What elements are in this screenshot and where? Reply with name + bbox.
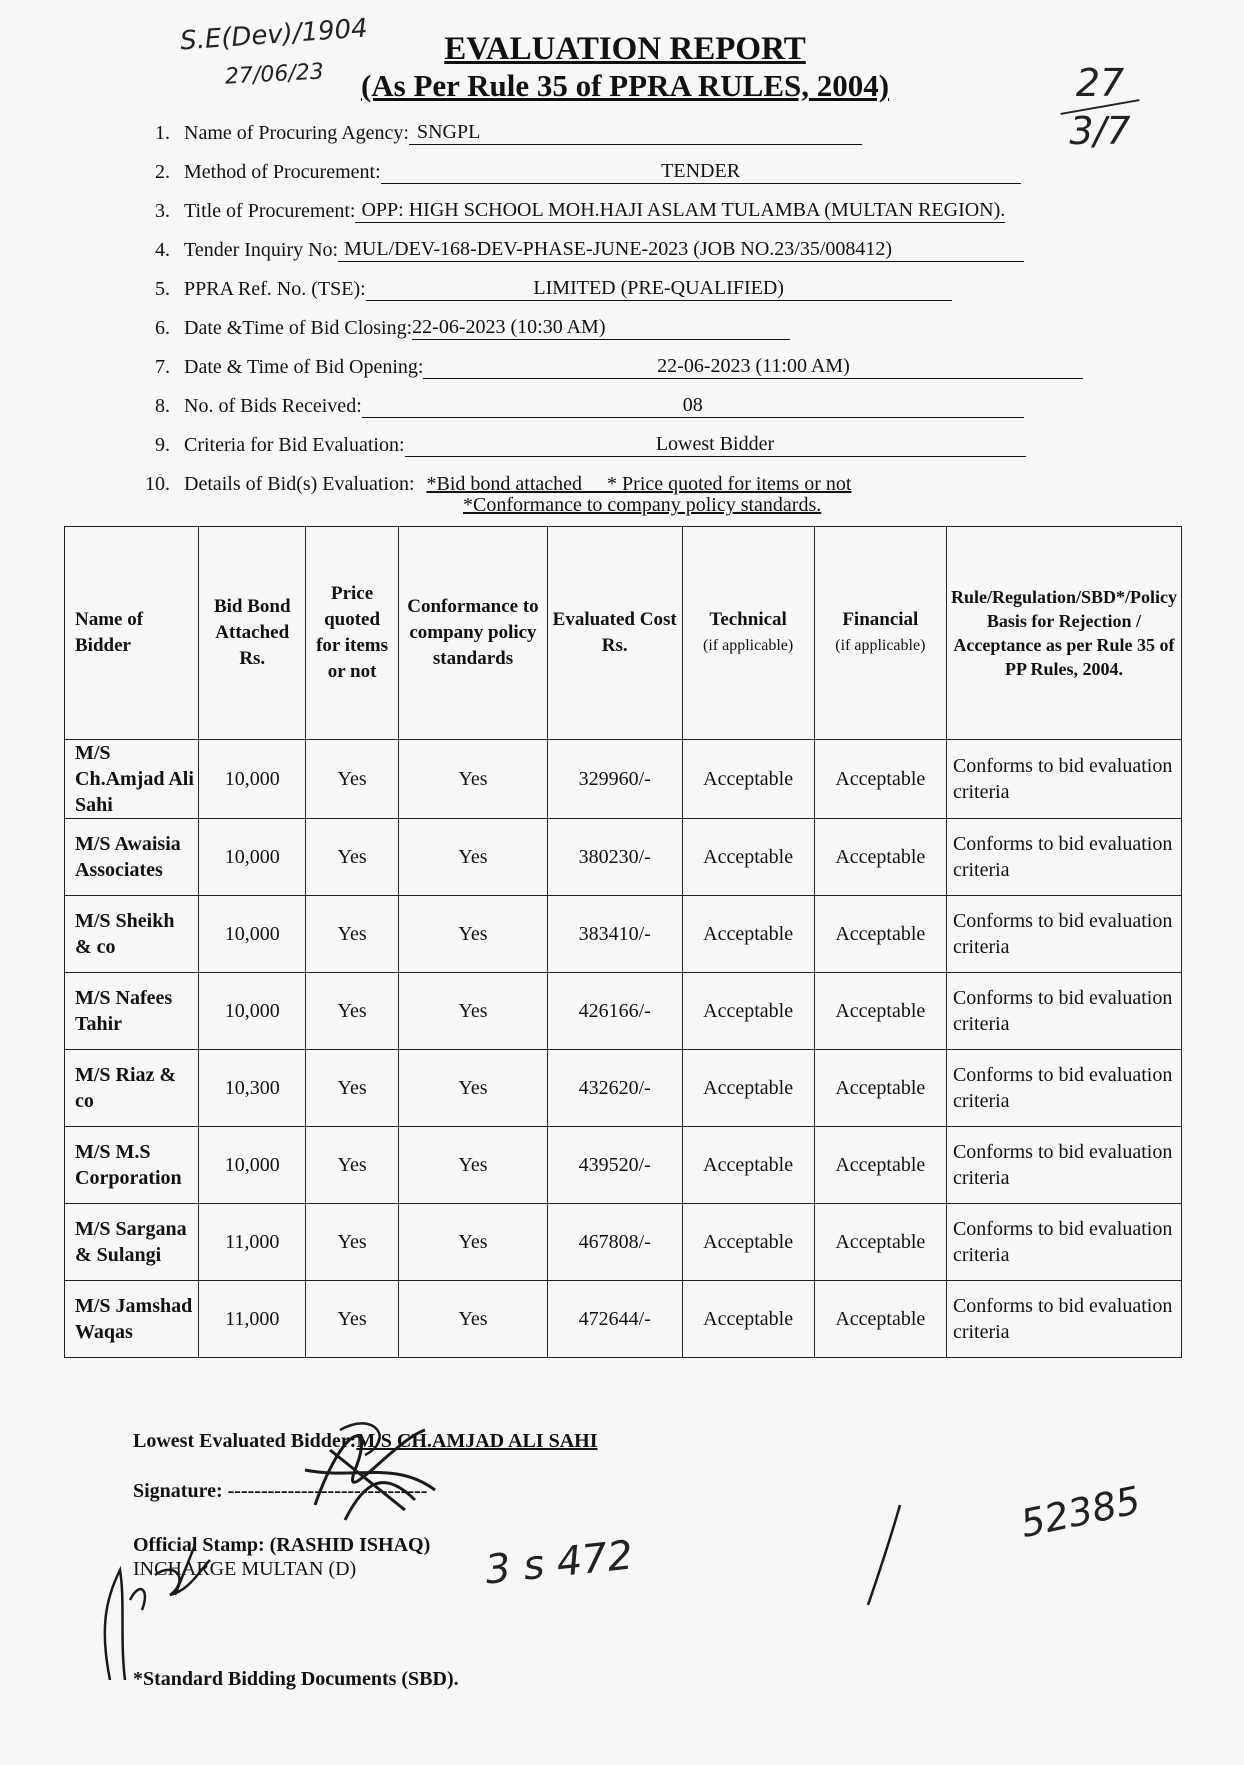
cell-financial: Acceptable <box>814 896 946 973</box>
cell-technical: Acceptable <box>682 1050 814 1127</box>
financial-label: Financial <box>842 609 919 630</box>
cell-rule: Conforms to bid evaluation criteria <box>946 1204 1181 1281</box>
field-bids-received <box>132 379 1162 418</box>
cell-name: M/S Riaz & co <box>65 1050 199 1127</box>
cell-rule: Conforms to bid evaluation criteria <box>946 896 1181 973</box>
cell-cost: 439520/- <box>547 1127 682 1204</box>
field-label: Date & Time of Bid Opening: <box>184 356 424 378</box>
field-value: *Bid bond attached * Price quoted for items or not <box>426 473 852 495</box>
handwritten-bottom-right: 52385 <box>1016 1477 1145 1547</box>
field-number: 5. <box>155 278 170 300</box>
col-header-financial <box>814 527 946 740</box>
col-header-rule: Rule/Regulation/SBD*/Policy Basis for Rejection / Acceptance as per Rule 35 of PP Rules, 2004. <box>946 527 1181 740</box>
table-header-row <box>65 527 1182 740</box>
col-header-cost: Evaluated Cost Rs. <box>547 527 682 740</box>
cell-cost: 467808/- <box>547 1204 682 1281</box>
field-number: 2. <box>155 161 170 183</box>
handwritten-date: 27/06/23 <box>224 59 325 90</box>
bid-evaluation-table <box>64 526 1182 1358</box>
field-criteria <box>132 418 1162 457</box>
cell-name: M/S Jamshad Waqas <box>65 1281 199 1358</box>
field-label: Criteria for Bid Evaluation: <box>184 434 405 456</box>
cell-financial: Acceptable <box>814 819 946 896</box>
cell-bond: 11,000 <box>199 1281 306 1358</box>
field-label: Tender Inquiry No: <box>184 239 339 261</box>
field-value: 22-06-2023 (11:00 AM) <box>423 355 1083 379</box>
cell-bond: 10,000 <box>199 1127 306 1204</box>
field-value: OPP: HIGH SCHOOL MOH.HAJI ASLAM TULAMBA (MULTAN REGION). <box>355 199 1005 223</box>
cell-price: Yes <box>306 1281 399 1358</box>
cell-financial: Acceptable <box>814 1050 946 1127</box>
field-label: Name of Procuring Agency: <box>184 122 409 144</box>
cell-name: M/S Sargana & Sulangi <box>65 1204 199 1281</box>
cell-name: M/S Sheikh & co <box>65 896 199 973</box>
sbd-footnote: *Standard Bidding Documents (SBD). <box>133 1668 459 1690</box>
cell-bond: 10,000 <box>199 819 306 896</box>
cell-bond: 10,300 <box>199 1050 306 1127</box>
table-row <box>65 1127 1182 1204</box>
signature-scribble <box>285 1410 455 1530</box>
field-agency <box>132 106 1162 145</box>
cell-bond: 10,000 <box>199 896 306 973</box>
cell-conformance: Yes <box>399 819 548 896</box>
cell-conformance: Yes <box>399 973 548 1050</box>
field-bid-closing <box>132 301 1162 340</box>
cell-financial: Acceptable <box>814 1281 946 1358</box>
cell-name: M/S Ch.Amjad Ali Sahi <box>65 740 199 819</box>
cell-technical: Acceptable <box>682 740 814 819</box>
field-number: 6. <box>155 317 170 339</box>
table-row <box>65 740 1182 819</box>
cell-rule: Conforms to bid evaluation criteria <box>946 819 1181 896</box>
cell-name: M/S Awaisia Associates <box>65 819 199 896</box>
table-row <box>65 1281 1182 1358</box>
field-label: PPRA Ref. No. (TSE): <box>184 278 366 300</box>
field-value: 08 <box>362 394 1024 418</box>
cell-price: Yes <box>306 1204 399 1281</box>
field-method <box>132 145 1162 184</box>
fraction-top: 27 <box>1075 61 1125 105</box>
field-number: 9. <box>155 434 170 456</box>
col-header-price: Price quoted for items or not <box>306 527 399 740</box>
cell-price: Yes <box>306 973 399 1050</box>
cell-cost: 383410/- <box>547 896 682 973</box>
col-header-technical <box>682 527 814 740</box>
lowest-bidder-label: Lowest Evaluated Bidder: <box>133 1430 357 1452</box>
field-number: 7. <box>155 356 170 378</box>
cell-rule: Conforms to bid evaluation criteria <box>946 973 1181 1050</box>
cell-bond: 10,000 <box>199 973 306 1050</box>
cell-conformance: Yes <box>399 1050 548 1127</box>
cell-price: Yes <box>306 819 399 896</box>
field-value: LIMITED (PRE-QUALIFIED) <box>366 277 952 301</box>
report-title <box>330 30 920 104</box>
cell-price: Yes <box>306 1127 399 1204</box>
handwritten-bottom-note: 3 s 472 <box>483 1532 636 1594</box>
cell-conformance: Yes <box>399 1204 548 1281</box>
cell-technical: Acceptable <box>682 1127 814 1204</box>
cell-conformance: Yes <box>399 896 548 973</box>
field-number: 3. <box>155 200 170 222</box>
cell-technical: Acceptable <box>682 1204 814 1281</box>
handwritten-stroke <box>860 1500 910 1610</box>
field-value: 22-06-2023 (10:30 AM) <box>412 316 790 340</box>
field-details <box>132 457 1162 496</box>
cell-rule: Conforms to bid evaluation criteria <box>946 1127 1181 1204</box>
cell-name: M/S M.S Corporation <box>65 1127 199 1204</box>
cell-bond: 10,000 <box>199 740 306 819</box>
cell-conformance: Yes <box>399 740 548 819</box>
field-label: No. of Bids Received: <box>184 395 362 417</box>
details-line2: *Conformance to company policy standards. <box>463 494 822 516</box>
cell-conformance: Yes <box>399 1127 548 1204</box>
cell-technical: Acceptable <box>682 1281 814 1358</box>
field-label: Date &Time of Bid Closing: <box>184 317 413 339</box>
field-tender-inquiry <box>132 223 1162 262</box>
handwritten-reference: S.E(Dev)/1904 <box>179 13 369 57</box>
cell-cost: 329960/- <box>547 740 682 819</box>
field-value: TENDER <box>381 160 1021 184</box>
col-header-conformance: Conformance to company policy standards <box>399 527 548 740</box>
official-stamp: Official Stamp: (RASHID ISHAQ) <box>133 1534 431 1556</box>
field-number: 10. <box>145 473 170 495</box>
cell-technical: Acceptable <box>682 819 814 896</box>
field-value: SNGPL <box>409 121 862 145</box>
col-header-name: Name of Bidder <box>65 527 199 740</box>
field-bid-opening <box>132 340 1162 379</box>
procurement-fields <box>132 106 1162 496</box>
financial-note: (if applicable) <box>835 637 926 654</box>
cell-financial: Acceptable <box>814 973 946 1050</box>
table-row <box>65 1050 1182 1127</box>
field-label: Title of Procurement: <box>184 200 356 222</box>
cell-financial: Acceptable <box>814 1127 946 1204</box>
cell-price: Yes <box>306 740 399 819</box>
cell-price: Yes <box>306 1050 399 1127</box>
incharge-label: INCHARGE MULTAN (D) <box>133 1558 357 1580</box>
cell-cost: 472644/- <box>547 1281 682 1358</box>
fraction-bottom: 3/7 <box>1069 109 1131 153</box>
table-row <box>65 896 1182 973</box>
cell-cost: 380230/- <box>547 819 682 896</box>
technical-note: (if applicable) <box>703 637 794 654</box>
field-value: Lowest Bidder <box>405 433 1026 457</box>
cell-rule: Conforms to bid evaluation criteria <box>946 1050 1181 1127</box>
cell-rule: Conforms to bid evaluation criteria <box>946 1281 1181 1358</box>
cell-price: Yes <box>306 896 399 973</box>
cell-cost: 432620/- <box>547 1050 682 1127</box>
cell-name: M/S Nafees Tahir <box>65 973 199 1050</box>
table-row <box>65 819 1182 896</box>
cell-technical: Acceptable <box>682 973 814 1050</box>
cell-bond: 11,000 <box>199 1204 306 1281</box>
cell-financial: Acceptable <box>814 740 946 819</box>
report-title-main: EVALUATION REPORT <box>444 31 806 67</box>
field-label: Details of Bid(s) Evaluation: <box>184 473 415 495</box>
field-number: 4. <box>155 239 170 261</box>
field-number: 1. <box>155 122 170 144</box>
field-title <box>132 184 1162 223</box>
signature-line: Signature: ------------------------------ <box>133 1480 428 1502</box>
field-number: 8. <box>155 395 170 417</box>
technical-label: Technical <box>709 609 787 630</box>
field-ppra-ref <box>132 262 1162 301</box>
report-title-sub: (As Per Rule 35 of PPRA RULES, 2004) <box>360 68 890 103</box>
cell-conformance: Yes <box>399 1281 548 1358</box>
cell-financial: Acceptable <box>814 1204 946 1281</box>
col-header-bond: Bid Bond Attached Rs. <box>199 527 306 740</box>
table-row <box>65 1204 1182 1281</box>
field-value: MUL/DEV-168-DEV-PHASE-JUNE-2023 (JOB NO.23/35/008412) <box>338 238 1024 262</box>
cell-cost: 426166/- <box>547 973 682 1050</box>
bid-rows <box>65 740 1182 1358</box>
table-row <box>65 973 1182 1050</box>
cell-rule: Conforms to bid evaluation criteria <box>946 740 1181 819</box>
lowest-bidder-value: M/S CH.AMJAD ALI SAHI <box>356 1430 598 1452</box>
field-label: Method of Procurement: <box>184 161 381 183</box>
cell-technical: Acceptable <box>682 896 814 973</box>
